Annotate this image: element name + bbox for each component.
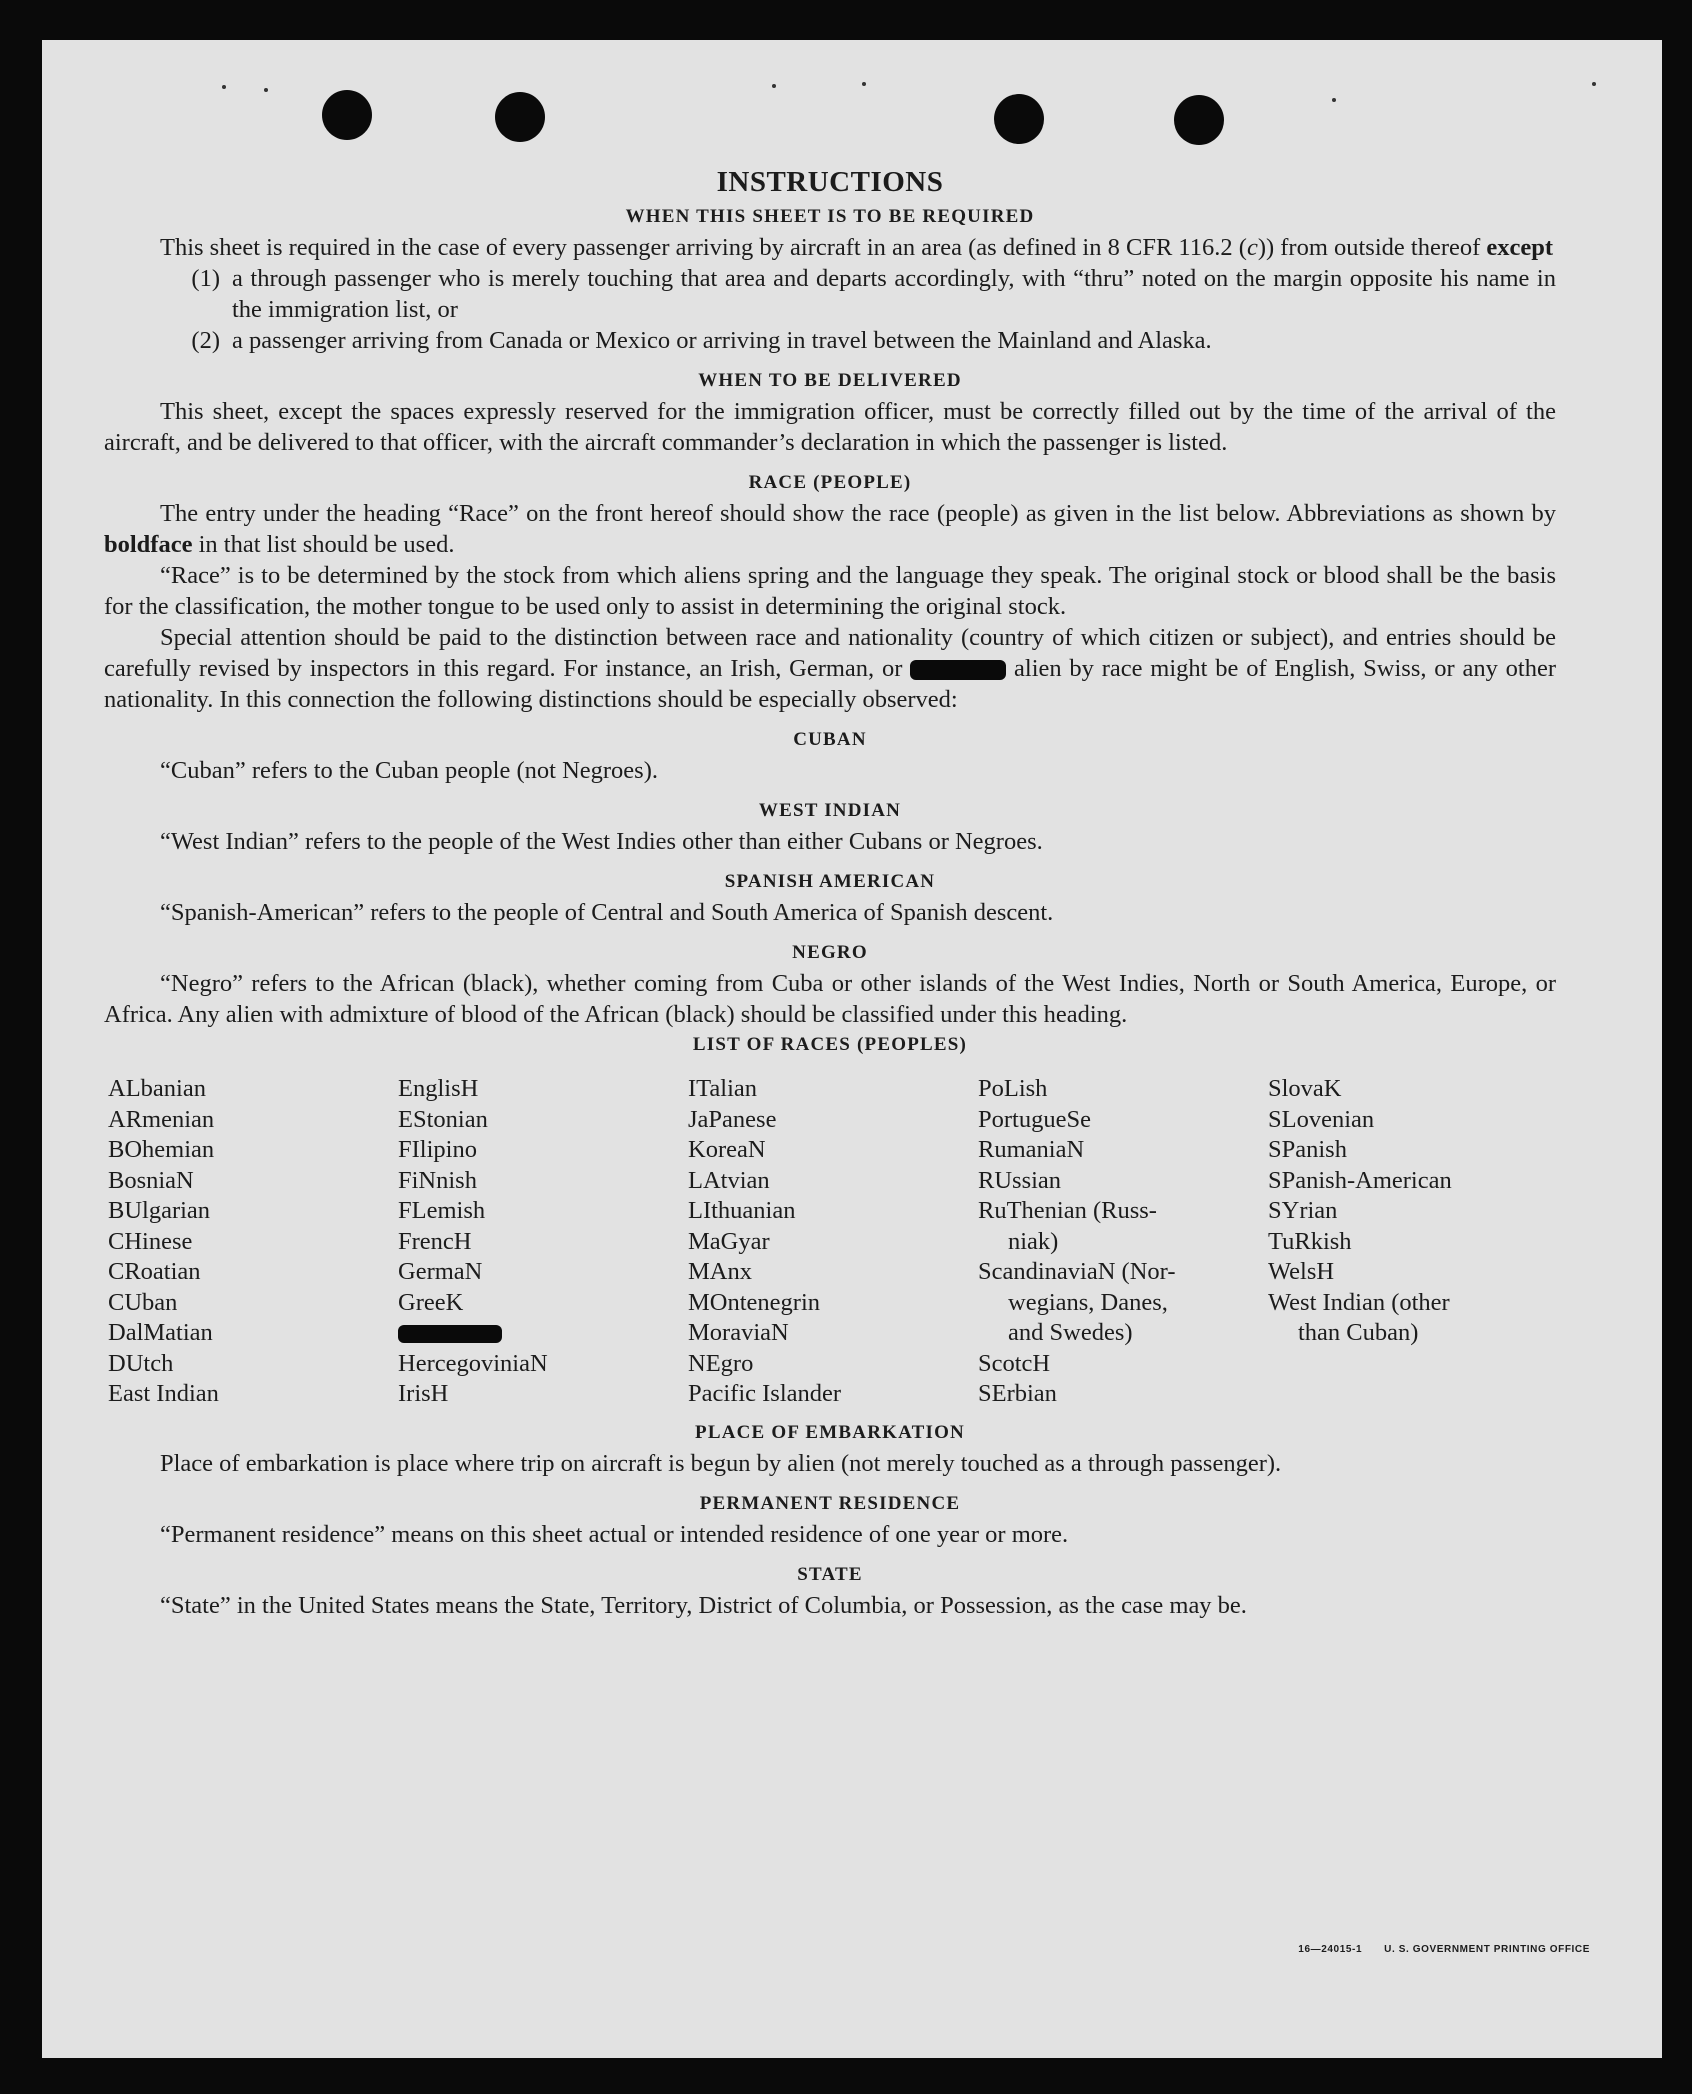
dust-speck: [772, 84, 776, 88]
section-heading-negro: NEGRO: [792, 942, 868, 963]
dust-speck: [862, 82, 866, 86]
document-sheet: [42, 40, 1662, 2058]
race-entry: SlovaK: [1268, 1075, 1342, 1102]
printer-credit: U. S. GOVERNMENT PRINTING OFFICE: [1384, 1944, 1590, 1955]
redaction-mark: [398, 1325, 502, 1343]
race-entry: RumaniaN: [978, 1136, 1085, 1163]
race-entry: FLemish: [398, 1197, 486, 1224]
exception-item: (1) a through passenger who is merely touching that area and departs accordingly, with “thru” noted on the margin opposite his name in the immigration list, or: [191, 265, 1556, 323]
section-heading-state: STATE: [797, 1563, 863, 1585]
negro-text: “Negro” refers to the African (black), whether coming from Cuba or other islands of the West Indies, North or South America, Europe, or Africa. Any alien with admixture of blood of the African (black) should be classified under this heading.: [104, 970, 1556, 1028]
page-title: INSTRUCTIONS: [716, 166, 944, 198]
race-entry: DUtch: [108, 1349, 174, 1377]
races-column: [1268, 1074, 1528, 1410]
race-paragraph-2: “Race” is to be determined by the stock from which aliens spring and the language they speak. The original stock or blood shall be the basis for the classification, the mother tongue to be used only to assist in determining the original stock.: [104, 562, 1556, 620]
race-entry: FiNnish: [398, 1166, 477, 1194]
race-entry: SPanish: [1268, 1136, 1347, 1163]
race-entry: ARmenian: [108, 1105, 215, 1133]
section-heading-race: RACE (PEOPLE): [748, 472, 912, 493]
race-entry: FrencH: [398, 1227, 472, 1255]
race-entry-redacted: [398, 1318, 688, 1349]
punch-hole: [495, 92, 545, 142]
race-entry: LIthuanian: [688, 1197, 796, 1224]
section-heading-delivered: WHEN TO BE DELIVERED: [698, 370, 962, 391]
race-paragraph-3: Special attention should be paid to the distinction between race and nationality (country of which citizen or subject), and entries should be carefully revised by inspectors in this regard. For instance, an Irish, German, or alien by race might be of English, Swiss, or any other nationality. In this connection the following distinctions should be especially observed:: [104, 624, 1557, 713]
race-entry: Pacific Islander: [688, 1380, 842, 1407]
race-entry: DalMatian: [108, 1319, 213, 1346]
delivered-text: This sheet, except the spaces expressly reserved for the immigration officer, must be correctly filled out by the time of the arrival of the aircraft, and be delivered to that officer, with the aircraft commander’s declaration in which the passenger is listed.: [104, 398, 1556, 456]
dust-speck: [1332, 98, 1336, 102]
race-entry: MaGyar: [688, 1227, 770, 1255]
race-entry: CHinese: [108, 1227, 193, 1255]
races-column: [688, 1074, 978, 1410]
race-entry: GermaN: [398, 1258, 483, 1285]
section-heading-required: WHEN THIS SHEET IS TO BE REQUIRED: [625, 206, 1035, 227]
race-entry: KoreaN: [688, 1136, 766, 1163]
race-entry: EnglisH: [398, 1075, 479, 1102]
race-entry: East Indian: [108, 1380, 219, 1407]
section-heading-list-of-races: LIST OF RACES (PEOPLES): [692, 1034, 968, 1055]
punch-hole: [322, 90, 372, 140]
race-entry: JaPanese: [688, 1105, 777, 1133]
race-entry: CUban: [108, 1288, 178, 1316]
section-heading-residence: PERMANENT RESIDENCE: [699, 1492, 961, 1514]
race-entry: ITalian: [688, 1075, 758, 1102]
races-column: [398, 1074, 688, 1410]
race-entry: MAnx: [688, 1258, 752, 1285]
dust-speck: [264, 88, 268, 92]
instructions-body: [104, 164, 1556, 1621]
race-entry: MOntenegrin: [688, 1288, 820, 1316]
printer-footer: [1276, 1944, 1590, 1955]
race-entry: MoraviaN: [688, 1319, 789, 1346]
race-entry: LAtvian: [688, 1166, 770, 1194]
section-heading-west-indian: WEST INDIAN: [758, 800, 902, 821]
spanish-american-text: “Spanish-American” refers to the people of Central and South America of Spanish descent.: [160, 899, 1054, 926]
race-entry: EStonian: [398, 1105, 488, 1133]
race-entry: FIlipino: [398, 1136, 477, 1163]
race-entry-continuation: and Swedes): [1008, 1319, 1133, 1346]
race-paragraph-1: The entry under the heading “Race” on the front hereof should show the race (people) as given in the list below. Abbreviations as shown by boldface in that list should be used.: [104, 500, 1556, 558]
race-entry: GreeK: [398, 1288, 464, 1316]
cuban-text: “Cuban” refers to the Cuban people (not Negroes).: [160, 757, 658, 784]
punch-hole: [994, 94, 1044, 144]
required-intro: This sheet is required in the case of every passenger arriving by aircraft in an area (as defined in 8 CFR 116.2 (c)) from outside thereof except: [160, 234, 1554, 261]
exception-item: (2) a passenger arriving from Canada or Mexico or arriving in travel between the Mainland and Alaska.: [191, 327, 1212, 354]
west-indian-text: “West Indian” refers to the people of the West Indies other than either Cubans or Negroes.: [160, 828, 1043, 855]
races-column: [108, 1074, 398, 1410]
race-entry: CRoatian: [108, 1258, 201, 1285]
race-entry: ALbanian: [108, 1075, 206, 1102]
race-entry: IrisH: [398, 1380, 449, 1407]
race-entry: BosniaN: [108, 1166, 194, 1194]
dust-speck: [222, 85, 226, 89]
race-entry: ScandinaviaN (Nor-: [978, 1258, 1176, 1285]
race-entry-continuation: than Cuban): [1298, 1319, 1419, 1346]
race-entry: RuThenian (Russ-: [978, 1197, 1157, 1224]
section-heading-spanish-american: SPANISH AMERICAN: [724, 871, 936, 892]
race-entry-continuation: wegians, Danes,: [1008, 1288, 1168, 1316]
race-entry: TuRkish: [1268, 1227, 1352, 1255]
residence-text: “Permanent residence” means on this sheet actual or intended residence of one year or more.: [160, 1520, 1069, 1548]
race-entry: SLovenian: [1268, 1105, 1375, 1133]
race-entry: NEgro: [688, 1349, 754, 1377]
race-entry: West Indian (other: [1268, 1288, 1450, 1316]
section-heading-embarkation: PLACE OF EMBARKATION: [695, 1421, 965, 1443]
race-entry: WelsH: [1268, 1258, 1335, 1285]
race-entry: BOhemian: [108, 1136, 215, 1163]
race-entry: RUssian: [978, 1166, 1062, 1194]
state-text: “State” in the United States means the State, Territory, District of Columbia, or Possession, as the case may be.: [160, 1591, 1247, 1619]
embarkation-text: Place of embarkation is place where trip on aircraft is begun by alien (not merely touched as a through passenger).: [160, 1449, 1282, 1477]
form-number: 16—24015-1: [1298, 1944, 1363, 1955]
race-entry-continuation: niak): [1008, 1227, 1059, 1255]
dust-speck: [1592, 82, 1596, 86]
race-entry: SYrian: [1268, 1197, 1338, 1224]
race-entry: SPanish-American: [1268, 1166, 1452, 1194]
race-entry: SErbian: [978, 1380, 1057, 1407]
races-column: [978, 1074, 1268, 1410]
redaction-mark: [910, 660, 1006, 680]
punch-hole: [1174, 95, 1224, 145]
section-heading-cuban: CUBAN: [793, 729, 867, 750]
race-entry: PoLish: [978, 1075, 1048, 1102]
race-entry: BUlgarian: [108, 1197, 211, 1224]
race-entry: HercegoviniaN: [398, 1349, 548, 1377]
race-entry: PortugueSe: [978, 1105, 1091, 1133]
races-list: [108, 1074, 1556, 1410]
race-entry: ScotcH: [978, 1349, 1051, 1377]
